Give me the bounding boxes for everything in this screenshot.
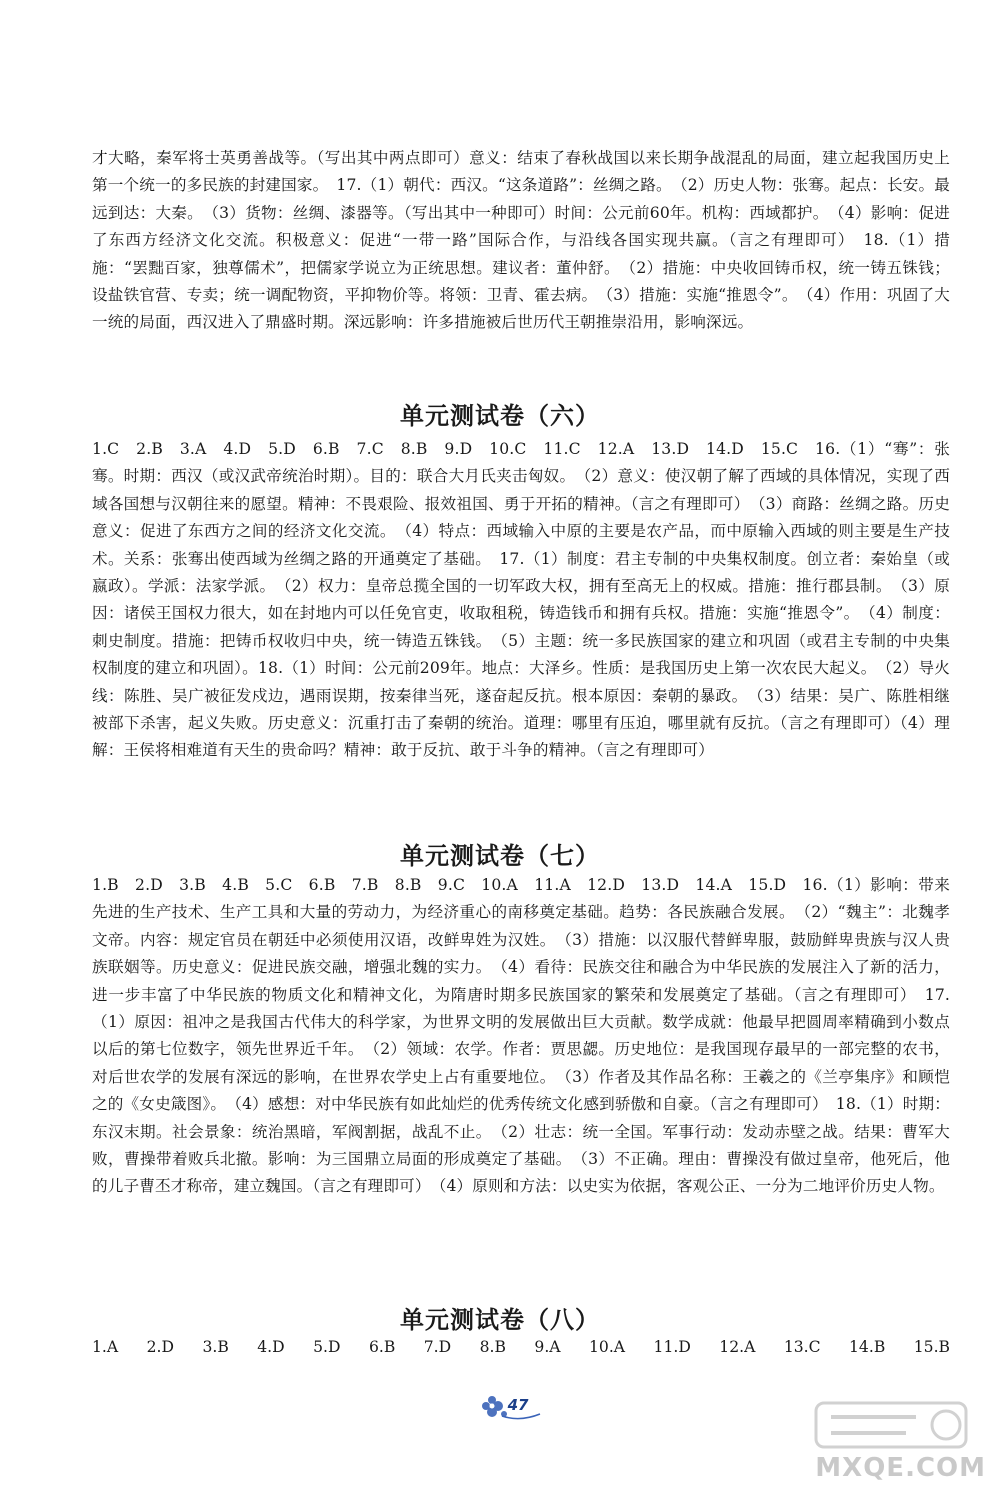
watermark-logo-icon <box>756 1397 986 1457</box>
watermark <box>756 1397 986 1483</box>
section-title-7: 单元测试卷（七） <box>400 842 600 870</box>
page-number: 47 <box>507 1396 529 1414</box>
section-body-7: 1.B 2.D 3.B 4.B 5.C 6.B 7.B 8.B 9.C 10.A 11.A 12.D 13.D 14.A 15.D 16.（1）影响：带来先进的生产技术、生产工具和大量的劳动力，为经济重心的南移奠定基础。趋势：各民族融合发展。 （2）“魏主”：北魏孝文帝。内容：规定官员在朝廷中必须使用汉语，改鲜卑姓为汉姓。 （3）措施：以汉服代替鲜卑服，鼓励鲜卑贵族与汉人贵族联姻等。历史意义：促进民族交融，增强北魏的实力。 （4）看待：民族交往和融合为中华民族的发展注入了新的活力，进一步丰富了中华民族的物质文化和精神文化，为隋唐时期多民族国家的繁荣和发展奠定了基础。（言之有理即可） 17.（1）原因：祖冲之是我国古代伟大的科学家，为世界文明的发展做出巨大贡献。数学成就：他最早把圆周率精确到小数点以后的第七位数字，领先世界近千年。 （2）领域：农学。作者：贾思勰。历史地位：是我国现存最早的一部完整的农书，对后世农学的发展有深远的影响，在世界农学史上占有重要地位。 （3）作者及其作品名称：王羲之的《兰亭集序》和顾恺之的《女史箴图》。 （4）感想：对中华民族有如此灿烂的优秀传统文化感到骄傲和自豪。（言之有理即可） 18.（1）时期：东汉末期。社会景象：统治黑暗，军阀割据，战乱不止。 （2）壮志：统一全国。军事行动：发动赤壁之战。结果：曹军大败，曹操带着败兵北撤。影响：为三国鼎立局面的形成奠定了基础。 （3）不正确。理由：曹操没有做过皇帝，他死后，他的儿子曹丕才称帝，建立魏国。（言之有理即可） （4）原则和方法：以史实为依据，客观公正、一分为二地评价历史人物。 <box>92 876 950 1196</box>
watermark-site: MXQE.COM <box>815 1453 986 1483</box>
section-title-8: 单元测试卷（八） <box>400 1306 600 1334</box>
intro-paragraph: 才大略，秦军将士英勇善战等。（写出其中两点即可）意义：结束了春秋战国以来长期争战混乱的局面，建立起我国历史上第一个统一的多民族的封建国家。 17.（1）朝代：西汉。“这条道路”：丝绸之路。 （2）历史人物：张骞。起点：长安。最远到达：大秦。 （3）货物：丝绸、漆器等。（写出其中一种即可）时间：公元前60年。机构：西域都护。 （4）影响：促进了东西方经济文化交流。积极意义：促进“一带一路”国际合作，与沿线各国实现共赢。（言之有理即可） 18.（1）措施：“罢黜百家，独尊儒术”，把儒家学说立为正统思想。建议者：董仲舒。 （2）措施：中央收回铸币权，统一铸五铢钱；设盐铁官营、专卖；统一调配物资，平抑物价等。将领：卫青、霍去病。 （3）措施：实施“推恩令”。 （4）作用：巩固了大一统的局面，西汉进入了鼎盛时期。深远影响：许多措施被后世历代王朝推崇沿用，影响深远。 <box>92 149 950 332</box>
section-body-6: 1.C 2.B 3.A 4.D 5.D 6.B 7.C 8.B 9.D 10.C 11.C 12.A 13.D 14.D 15.C 16.（1）“骞”：张骞。时期：西汉（或汉武帝统治时期）。目的：联合大月氏夹击匈奴。 （2）意义：使汉朝了解了西域的具体情况，实现了西域各国想与汉朝往来的愿望。精神：不畏艰险、报效祖国、勇于开拓的精神。（言之有理即可） （3）商路：丝绸之路。历史意义：促进了东西方之间的经济文化交流。 （4）特点：西域输入中原的主要是农产品，而中原输入西域的则主要是生产技术。关系：张骞出使西域为丝绸之路的开通奠定了基础。 17.（1）制度：君主专制的中央集权制度。创立者：秦始皇（或嬴政）。学派：法家学派。 （2）权力：皇帝总揽全国的一切军政大权，拥有至高无上的权威。措施：推行郡县制。 （3）原因：诸侯王国权力很大，如在封地内可以任免官吏，收取租税，铸造钱币和拥有兵权。措施：实施“推恩令”。 （4）制度：刺史制度。措施：把铸币权收归中央，统一铸造五铢钱。 （5）主题：统一多民族国家的建立和巩固（或君主专制的中央集权制度的建立和巩固）。18.（1）时间：公元前209年。地点：大泽乡。性质：是我国历史上第一次农民大起义。 （2）导火线：陈胜、吴广被征发戍边，遇雨误期，按秦律当死，遂奋起反抗。根本原因：秦朝的暴政。 （3）结果：吴广、陈胜相继被部下杀害，起义失败。历史意义：沉重打击了秦朝的统治。道理：哪里有压迫，哪里就有反抗。（言之有理即可）（4）理解：王侯将相难道有天生的贵命吗？精神：敢于反抗、敢于斗争的精神。（言之有理即可） <box>92 440 950 760</box>
page-number-badge <box>480 1386 550 1426</box>
section-title-6: 单元测试卷（六） <box>400 402 600 430</box>
section-body-8: 1.A 2.D 3.B 4.D 5.D 6.B 7.D 8.B 9.A 10.A 11.D 12.A 13.C 14.B 15.B <box>92 1338 950 1356</box>
